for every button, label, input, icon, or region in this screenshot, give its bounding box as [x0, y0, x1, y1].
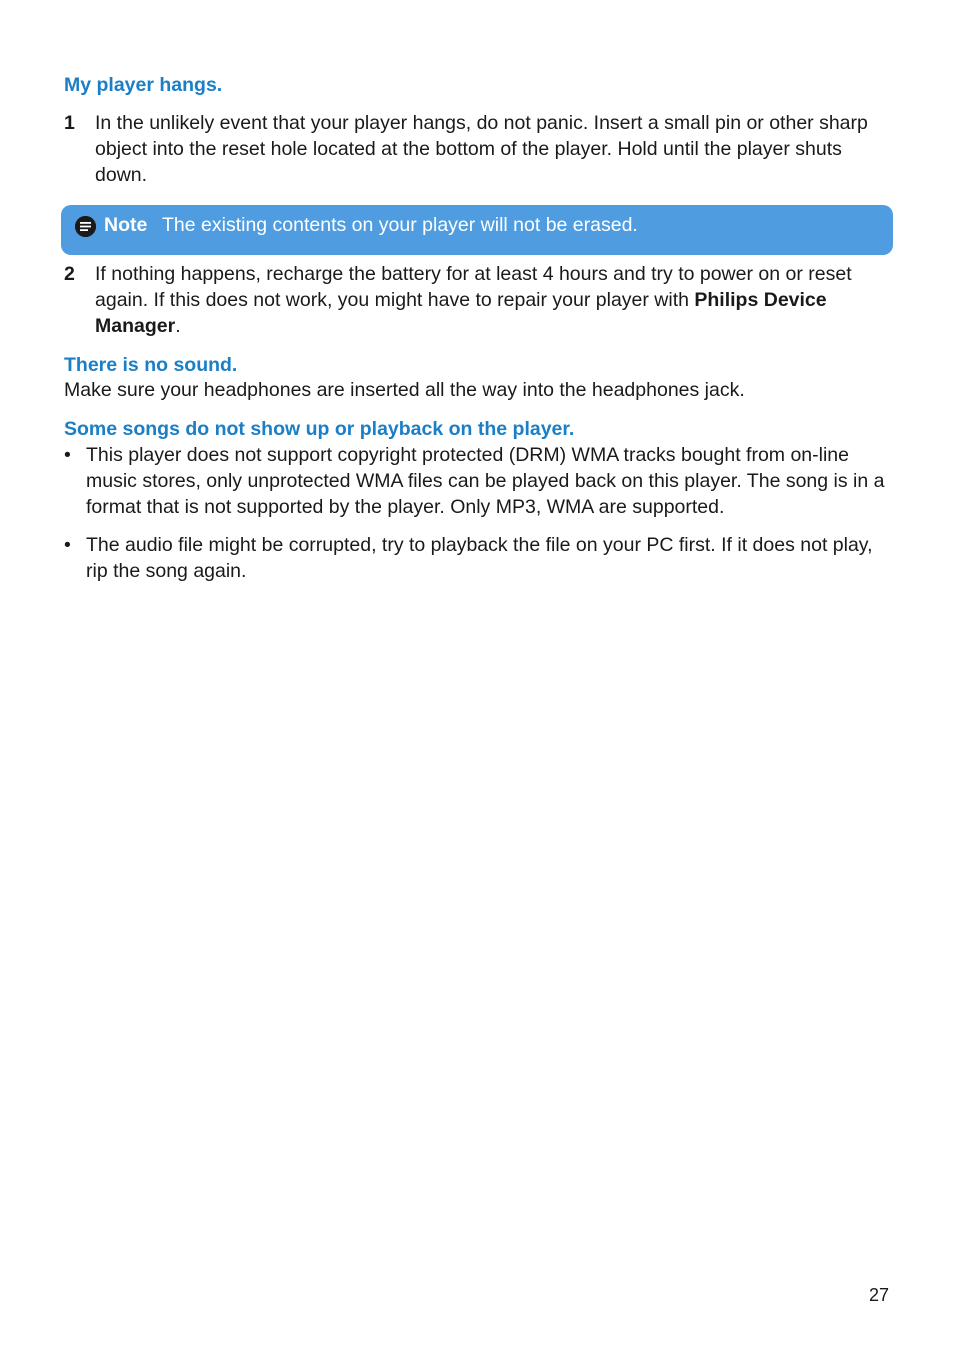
step-text-2	[95, 261, 895, 339]
note-text: The existing contents on your player will not be erased.	[162, 214, 638, 236]
note-icon	[75, 216, 96, 237]
heading-no-sound: There is no sound.	[64, 354, 238, 376]
heading-songs-not-showing: Some songs do not show up or playback on the player.	[64, 418, 575, 440]
step-text-2-start: If nothing happens, recharge the battery for at least 4 hours and try to power on or reset again. If this does not work, you might have to repair your player with	[95, 263, 852, 311]
step-number-2: 2	[64, 263, 75, 285]
step-number-1: 1	[64, 112, 75, 134]
philips-device-manager: Philips Device Manager	[95, 289, 827, 337]
page-number: 27	[869, 1285, 890, 1305]
note-label: Note	[104, 214, 148, 236]
bullet-symbol-2: •	[64, 534, 71, 556]
bullet-symbol-1: •	[64, 444, 71, 466]
bullet-text-1: This player does not support copyright protected (DRM) WMA tracks bought from on-line music stores, only unprotected WMA files can be played back on this player. The song is in a format that is not supported by the player. Only MP3, WMA are supported.	[86, 444, 885, 518]
step-text-1: In the unlikely event that your player hangs, do not panic. Insert a small pin or other sharp object into the reset hole located at the bottom of the player. Hold until the player shuts down.	[95, 112, 868, 186]
no-sound-text: Make sure your headphones are inserted all the way into the headphones jack.	[64, 379, 745, 401]
step-text-2-end: .	[175, 315, 181, 337]
heading-player-hangs: My player hangs.	[64, 74, 223, 96]
bullet-text-2: The audio file might be corrupted, try to playback the file on your PC first. If it does not play, rip the song again.	[86, 534, 873, 582]
note-box	[61, 205, 893, 255]
